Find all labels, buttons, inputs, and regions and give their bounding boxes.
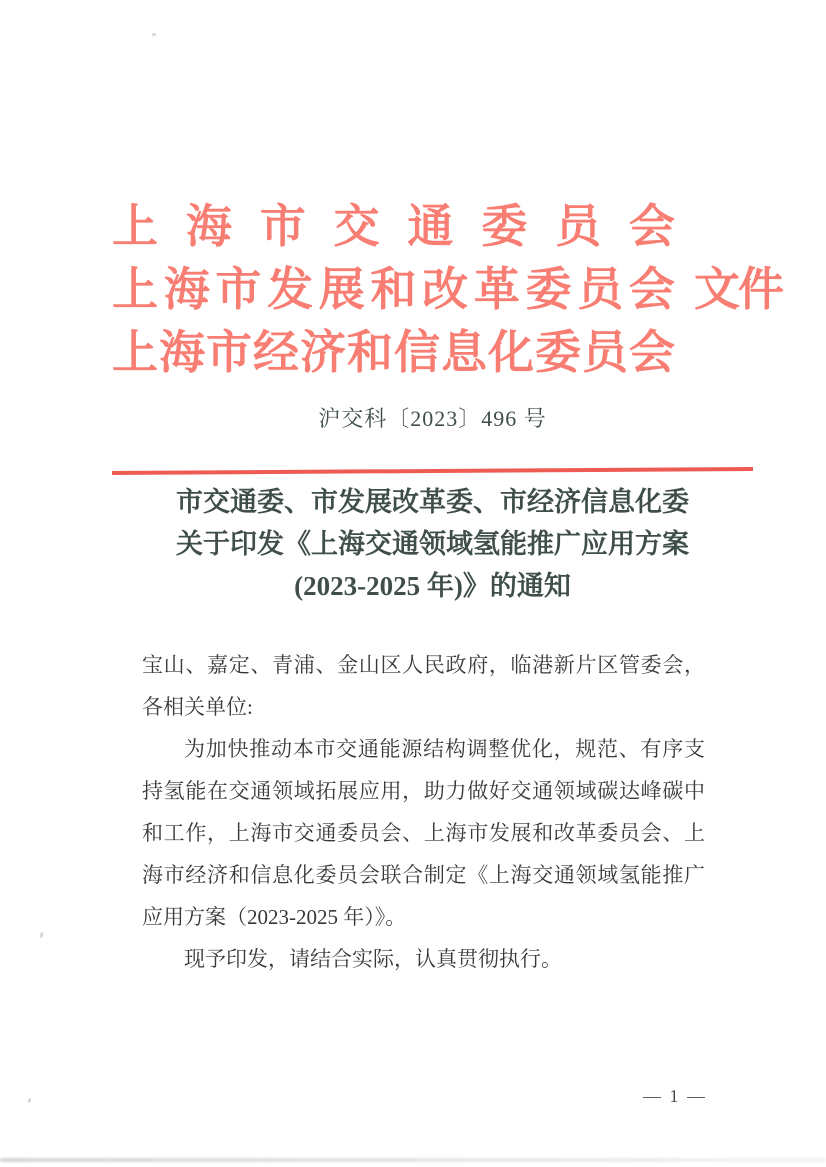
document-title-line-2: 关于印发《上海交通领域氢能推广应用方案 <box>176 529 689 559</box>
letterhead-agency-line-3: 上 海 市 经 济 和 信 息 化 委 员 会 <box>112 326 675 378</box>
scan-speck <box>27 1098 31 1104</box>
letterhead-red-rule <box>112 467 753 475</box>
letterhead-agency-block <box>112 191 675 380</box>
letterhead-doc-type-label: 文件 <box>694 263 782 315</box>
addressee-paragraph: 宝山、嘉定、青浦、金山区人民政府，临港新片区管委会，各相关单位: <box>142 653 705 719</box>
scan-speck <box>39 932 44 939</box>
document-number: 沪交科〔2023〕496 号 <box>318 406 547 431</box>
body-paragraph: 现予印发，请结合实际，认真贯彻执行。 <box>184 947 562 971</box>
document-title-line-3: (2023-2025 年)》的通知 <box>294 571 571 601</box>
document-title-line-1: 市交通委、市发展改革委、市经济信息化委 <box>176 487 689 517</box>
document-body <box>142 644 705 980</box>
scan-edge-shadow <box>0 1158 826 1162</box>
page-number: — 1 — <box>643 1086 707 1106</box>
scan-speck <box>152 33 156 36</box>
document-title <box>112 481 753 607</box>
body-paragraph: 为加快推动本市交通能源结构调整优化，规范、有序支持氢能在交通领域拓展应用，助力做好交通领域碳达峰碳中和工作，上海市交通委员会、上海市发展和改革委员会、上海市经济和信息化委员会联合制定《上海交通领域氢能推广应用方案（2023-2025 年）》。 <box>142 737 705 929</box>
letterhead-agency-line-2: 上 海 市 发 展 和 改 革 委 员 会 <box>112 263 675 315</box>
letterhead-agency-line-1: 上 海 市 交 通 委 员 会 <box>112 200 675 252</box>
